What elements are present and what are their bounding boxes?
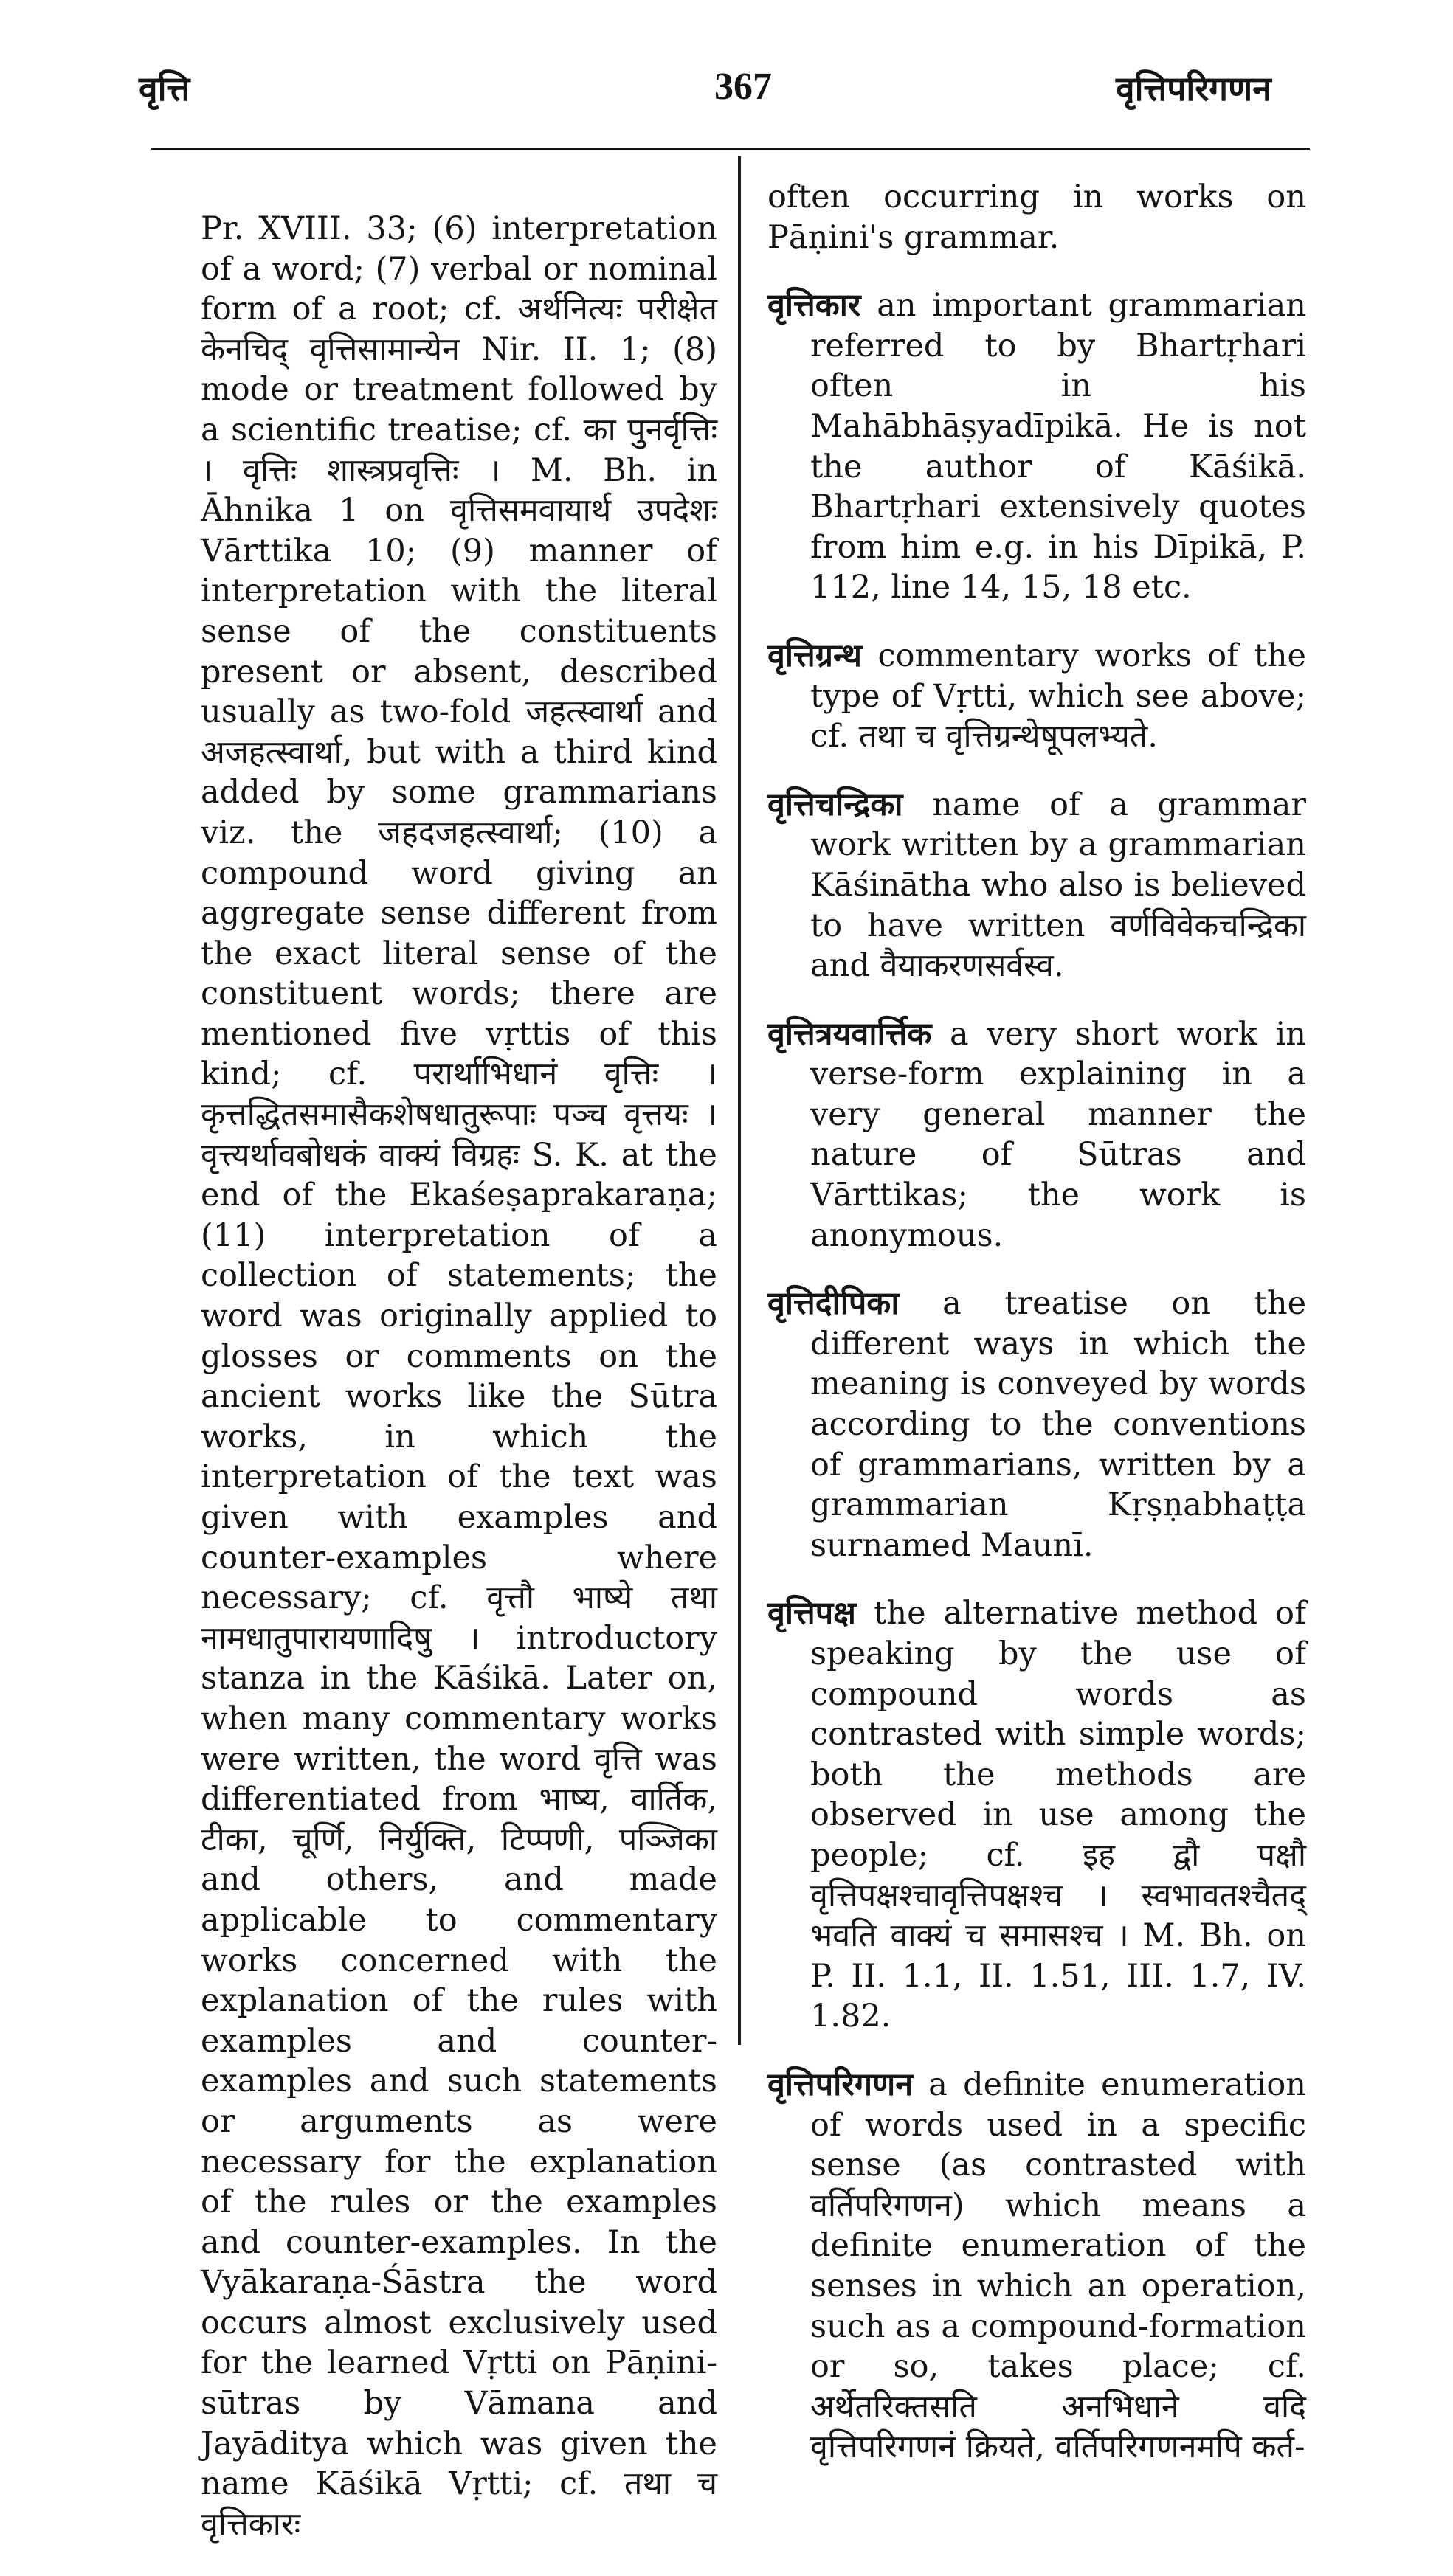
dictionary-entry: [767, 785, 1306, 986]
entry-headword: वृत्तिदीपिका: [767, 1285, 900, 1323]
entry-continuation-text: Pr. XVIII. 33; (6) interpretation of a word; (7) verbal or nominal form of a root; cf. अर्थनित्यः परीक्षेत केनचिद् वृत्तिसामान्येन Nir. II. 1; (8) mode or treatment followed by a scientific treatise; cf. का पुनर्वृत्तिः । वृत्तिः शास्त्रप्रवृत्तिः । M. Bh. in Āhnika 1 on वृत्तिसमवायार्थ उपदेशः Vārttika 10; (9) manner of interpretation with the literal sense of the constituents present or absent, described usually as two-fold जहत्स्वार्था and अजहत्स्वार्था, but with a third kind added by some grammarians viz. the जहदजहत्स्वार्था; (10) a compound word giving an aggregate sense different from the exact literal sense of the constituent words; there are mentioned five vṛttis of this kind; cf. परार्थाभिधानं वृत्तिः । कृत्तद्धितसमासैकशेषधातुरूपाः पञ्च वृत्तयः । वृत्त्यर्थावबोधकं वाक्यं विग्रहः S. K. at the end of the Ekaśeṣaprakaraṇa; (11) interpretation of a collection of statements; the word was originally applied to glosses or comments on the ancient works like the Sūtra works, in which the interpretation of the text was given with examples and counter-examples where necessary; cf. वृत्तौ भाष्ये तथा नामधातुपारायणादिषु । introductory stanza in the Kāśikā. Later on, when many commentary works were written, the word वृत्ति was differentiated from भाष्य, वार्तिक, टीका, चूर्णि, निर्युक्ति, टिप्पणी, पञ्जिका and others, and made applicable to commentary works concerned with the explanation of the rules with examples and counter-examples and such statements or arguments as were necessary for the explanation of the rules or the examples and counter-examples. In the Vyākaraṇa-Śāstra the word occurs almost exclusively used for the learned Vṛtti on Pāṇini-sūtras by Vāmana and Jayāditya which was given the name Kāśikā Vṛtti; cf. तथा च वृत्तिकारः: [201, 210, 717, 2543]
page-number: 367: [714, 66, 772, 108]
entry-definition: a very short work in verse-form explaining in a very general manner the nature of Sūtras and Vārttikas; the work is anonymous.: [810, 1015, 1306, 1254]
entry-definition: a treatise on the different ways in which the meaning is conveyed by words according to the conventions of grammarians, written by a grammarian Kṛṣṇabhaṭṭa surnamed Maunī.: [810, 1285, 1307, 1564]
dictionary-entry: [767, 1014, 1306, 1256]
header-rule: [151, 148, 1310, 150]
entry-definition: an important grammarian referred to by Bhartṛhari often in his Mahābhāṣyadīpikā. He is not the author of Kāśikā. Bhartṛhari extensively quotes from him e.g. in his Dīpikā, P. 112, line 14, 15, 18 etc.: [810, 287, 1307, 606]
header-left-word: वृत्ति: [139, 69, 190, 108]
entry-headword: वृत्तिचन्द्रिका: [767, 786, 903, 823]
entry-headword: वृत्तिपरिगणन: [767, 2066, 914, 2103]
entry-headword: वृत्तित्रयवार्त्तिक: [767, 1015, 932, 1053]
entry-definition: commentary works of the type of Vṛtti, which see above; cf. तथा च वृत्तिग्रन्थेषूपलभ्यते.: [810, 637, 1307, 755]
entry-definition: a definite enumeration of words used in a specific sense (as contrasted with वर्तिपरिगणन) which means a definite enumeration of the senses in which an operation, such as a compound-formation or so, takes place; cf. अर्थेतरिक्तसति अनभिधाने वदि वृत्तिपरिगणनं क्रियते, वर्तिपरिगणनमपि कर्त-: [810, 2066, 1306, 2466]
header-right-word: वृत्तिपरिगणन: [1116, 69, 1271, 108]
dictionary-entry: [767, 1593, 1306, 2037]
dictionary-entry: [767, 636, 1306, 757]
dictionary-entry: [767, 2065, 1306, 2468]
right-column: [767, 177, 1306, 2496]
entry-headword: वृत्तिपक्ष: [767, 1595, 857, 1632]
entry-definition: name of a grammar work written by a grammarian Kāśinātha who also is believed to have written वर्णविवेकचन्द्रिका and वैयाकरणसर्वस्व.: [810, 786, 1306, 985]
column-divider: [738, 156, 741, 2045]
entry-definition: the alternative method of speaking by the use of compound words as contrasted with simple words; both the methods are observed in use among the people; cf. इह द्वौ पक्षौ वृत्तिपक्षश्चावृत्तिपक्षश्च । स्वभावतश्चैतद् भवति वाक्यं च समासश्च । M. Bh. on P. II. 1.1, II. 1.51, III. 1.7, IV. 1.82.: [810, 1595, 1306, 2035]
entry-continuation-text: often occurring in works on Pāṇini's grammar.: [767, 179, 1306, 256]
left-column: [201, 177, 717, 2576]
entry-headword: वृत्तिग्रन्थ: [767, 637, 862, 674]
entry-headword: वृत्तिकार: [767, 287, 861, 325]
dictionary-entry: [767, 1284, 1306, 1565]
dictionary-entry: [767, 285, 1306, 608]
